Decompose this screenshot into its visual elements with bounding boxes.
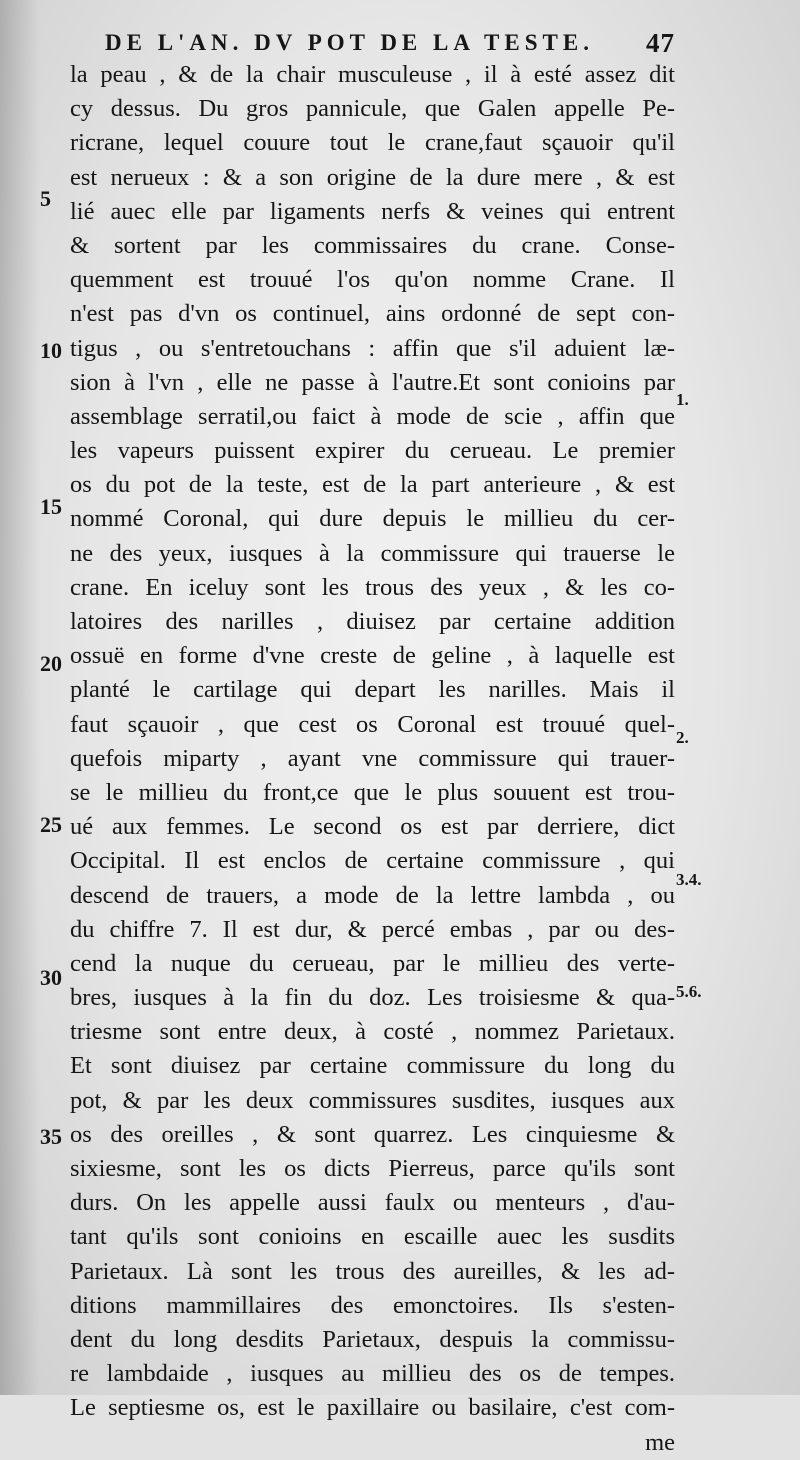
text-line: ditions mammillaires des emonctoires. Ils s'esten-	[70, 1291, 675, 1319]
text-line: ossuë en forme d'vne creste de geline , à laquelle est	[70, 642, 675, 670]
page-number: 47	[646, 28, 675, 58]
text-line: & sortent par les commissaires du crane. Conse-	[70, 231, 675, 259]
line-number-5: 5	[40, 186, 51, 211]
text-line: ué aux femmes. Le second os est par derriere, dict	[70, 813, 675, 841]
margin-note-2: 2.	[676, 728, 689, 747]
text-line: tigus , ou s'entretouchans : affin que s'il aduient læ-	[70, 334, 675, 362]
text-line: crane. En iceluy sont les trous des yeux , & les co-	[70, 573, 675, 601]
line-number-25: 25	[40, 812, 62, 837]
text-line: durs. On les appelle aussi faulx ou menteurs , d'au-	[70, 1189, 675, 1217]
margin-note-5-6: 5.6.	[676, 982, 702, 1001]
text-line: se le millieu du front,ce que le plus souuent est trou-	[70, 778, 675, 806]
running-head-title: DE L'AN. DV POT DE LA TESTE.	[105, 30, 594, 55]
text-line: Et sont diuisez par certaine commissure du long du	[70, 1052, 675, 1080]
line-number-20: 20	[40, 651, 62, 676]
text-line: assemblage serratil,ou faict à mode de scie , affin que	[70, 402, 675, 430]
text-line: descend de trauers, a mode de la lettre lambda , ou	[70, 881, 675, 909]
text-line: Parietaux. Là sont les trous des aureilles, & les ad-	[70, 1257, 675, 1285]
text-line: Occipital. Il est enclos de certaine commissure , qui	[70, 847, 675, 875]
text-line: ricrane, lequel couure tout le crane,faut sçauoir qu'il	[70, 129, 675, 157]
text-line: Le septiesme os, est le paxillaire ou basilaire, c'est com-	[70, 1394, 675, 1422]
text-line: pot, & par les deux commissures susdites, iusques aux	[70, 1086, 675, 1114]
text-line: latoires des narilles , diuisez par certaine addition	[70, 608, 675, 635]
margin-note-1: 1.	[676, 390, 689, 409]
text-line: nommé Coronal, qui dure depuis le millieu du cer-	[70, 505, 675, 533]
text-line: cend la nuque du cerueau, par le millieu des verte-	[70, 949, 675, 977]
text-line: du chiffre 7. Il est dur, & percé embas , par ou des-	[70, 915, 675, 943]
text-line: quemment est trouué l'os qu'on nomme Crane. Il	[70, 266, 675, 294]
text-line: n'est pas d'vn os continuel, ains ordonné de sept con-	[70, 300, 675, 328]
text-line: os du pot de la teste, est de la part anterieure , & est	[70, 471, 675, 499]
line-number-30: 30	[40, 965, 62, 990]
text-line: os des oreilles , & sont quarrez. Les cinquiesme &	[70, 1120, 675, 1148]
text-line: re lambdaide , iusques au millieu des os de tempes.	[70, 1360, 675, 1388]
text-line: ne des yeux, iusques à la commissure qui trauerse le	[70, 539, 675, 567]
text-line: est nerueux : & a son origine de la dure mere , & est	[70, 163, 675, 191]
text-line: sion à l'vn , elle ne passe à l'autre.Et sont conioins par	[70, 368, 675, 396]
text-line: sixiesme, sont les os dicts Pierreus, parce qu'ils sont	[70, 1155, 675, 1182]
body-text	[70, 58, 675, 1460]
margin-note-3-4: 3.4.	[676, 870, 702, 889]
text-line: les vapeurs puissent expirer du cerueau. Le premier	[70, 437, 675, 465]
text-line: triesme sont entre deux, à costé , nommez Parietaux.	[70, 1018, 675, 1046]
line-number-15: 15	[40, 494, 62, 519]
text-line: dent du long desdits Parietaux, despuis la commissu-	[70, 1325, 675, 1353]
text-line: cy dessus. Du gros pannicule, que Galen appelle Pe-	[70, 95, 675, 123]
text-line: faut sçauoir , que cest os Coronal est trouué quel-	[70, 710, 675, 738]
text-line: lié auec elle par ligaments nerfs & veines qui entrent	[70, 197, 675, 225]
page-gutter-shadow	[0, 0, 40, 1395]
text-line: la peau , & de la chair musculeuse , il à esté assez dit	[70, 61, 675, 88]
catchword: me	[645, 1428, 675, 1456]
text-line: planté le cartilage qui depart les narilles. Mais il	[70, 676, 675, 704]
text-line: bres, iusques à la fin du doz. Les troisiesme & qua-	[70, 984, 675, 1012]
line-number-35: 35	[40, 1124, 62, 1149]
text-line: quefois miparty , ayant vne commissure qui trauer-	[70, 744, 675, 772]
line-number-10: 10	[40, 338, 62, 363]
text-line: tant qu'ils sont conioins en escaille auec les susdits	[70, 1223, 675, 1251]
